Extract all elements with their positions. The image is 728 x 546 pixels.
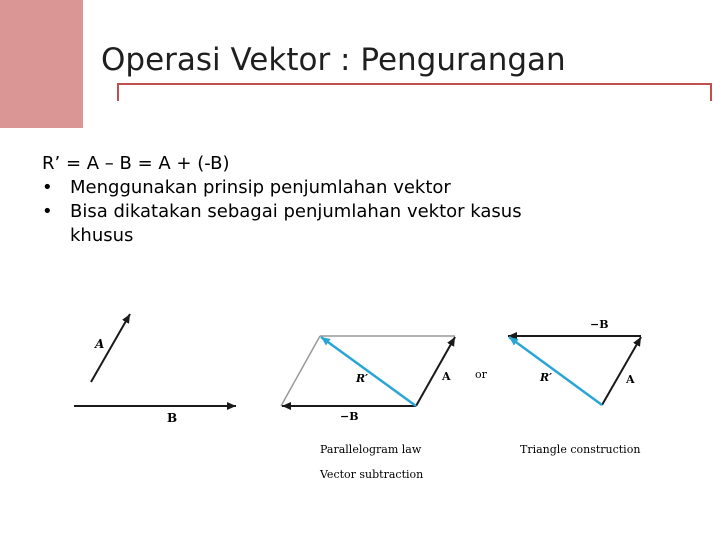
bullet-text-continuation: khusus <box>70 225 134 246</box>
caption-vector-subtraction: Vector subtraction <box>320 468 424 481</box>
equation-line: R’ = A – B = A + (-B) <box>42 153 230 174</box>
caption-triangle-construction: Triangle construction <box>520 443 641 456</box>
parallelogram-a-label: A <box>442 370 451 383</box>
slide-body <box>42 152 522 248</box>
caption-parallelogram-law: Parallelogram law <box>320 443 422 456</box>
slide-title: Operasi Vektor : Pengurangan <box>101 42 566 78</box>
bullet-item <box>42 176 522 200</box>
title-underline-left-tick <box>117 83 119 101</box>
parallelogram-r-label: R′ <box>356 372 369 385</box>
bullet-marker: • <box>42 201 53 222</box>
title-underline-right-tick <box>710 83 712 101</box>
parallelogram-guide-left <box>281 336 320 406</box>
title-underline <box>118 83 712 85</box>
vector-subtraction-figure <box>0 300 728 500</box>
vector-a-label: A <box>95 337 105 351</box>
triangle-neg-b-label: −B <box>590 318 609 331</box>
triangle-vector-a <box>602 337 641 405</box>
parallelogram-resultant <box>321 337 416 406</box>
parallelogram-neg-b-label: −B <box>340 410 359 423</box>
or-label: or <box>475 368 487 381</box>
bullet-text: Bisa dikatakan sebagai penjumlahan vektor kasus <box>70 201 522 222</box>
accent-block <box>0 0 83 128</box>
bullet-marker: • <box>42 177 53 198</box>
vector-b-label: B <box>167 411 178 425</box>
triangle-resultant <box>509 337 602 405</box>
triangle-a-label: A <box>626 373 635 386</box>
triangle-r-label: R′ <box>540 371 553 384</box>
bullet-text: Menggunakan prinsip penjumlahan vektor <box>70 177 451 198</box>
bullet-item <box>42 200 522 224</box>
